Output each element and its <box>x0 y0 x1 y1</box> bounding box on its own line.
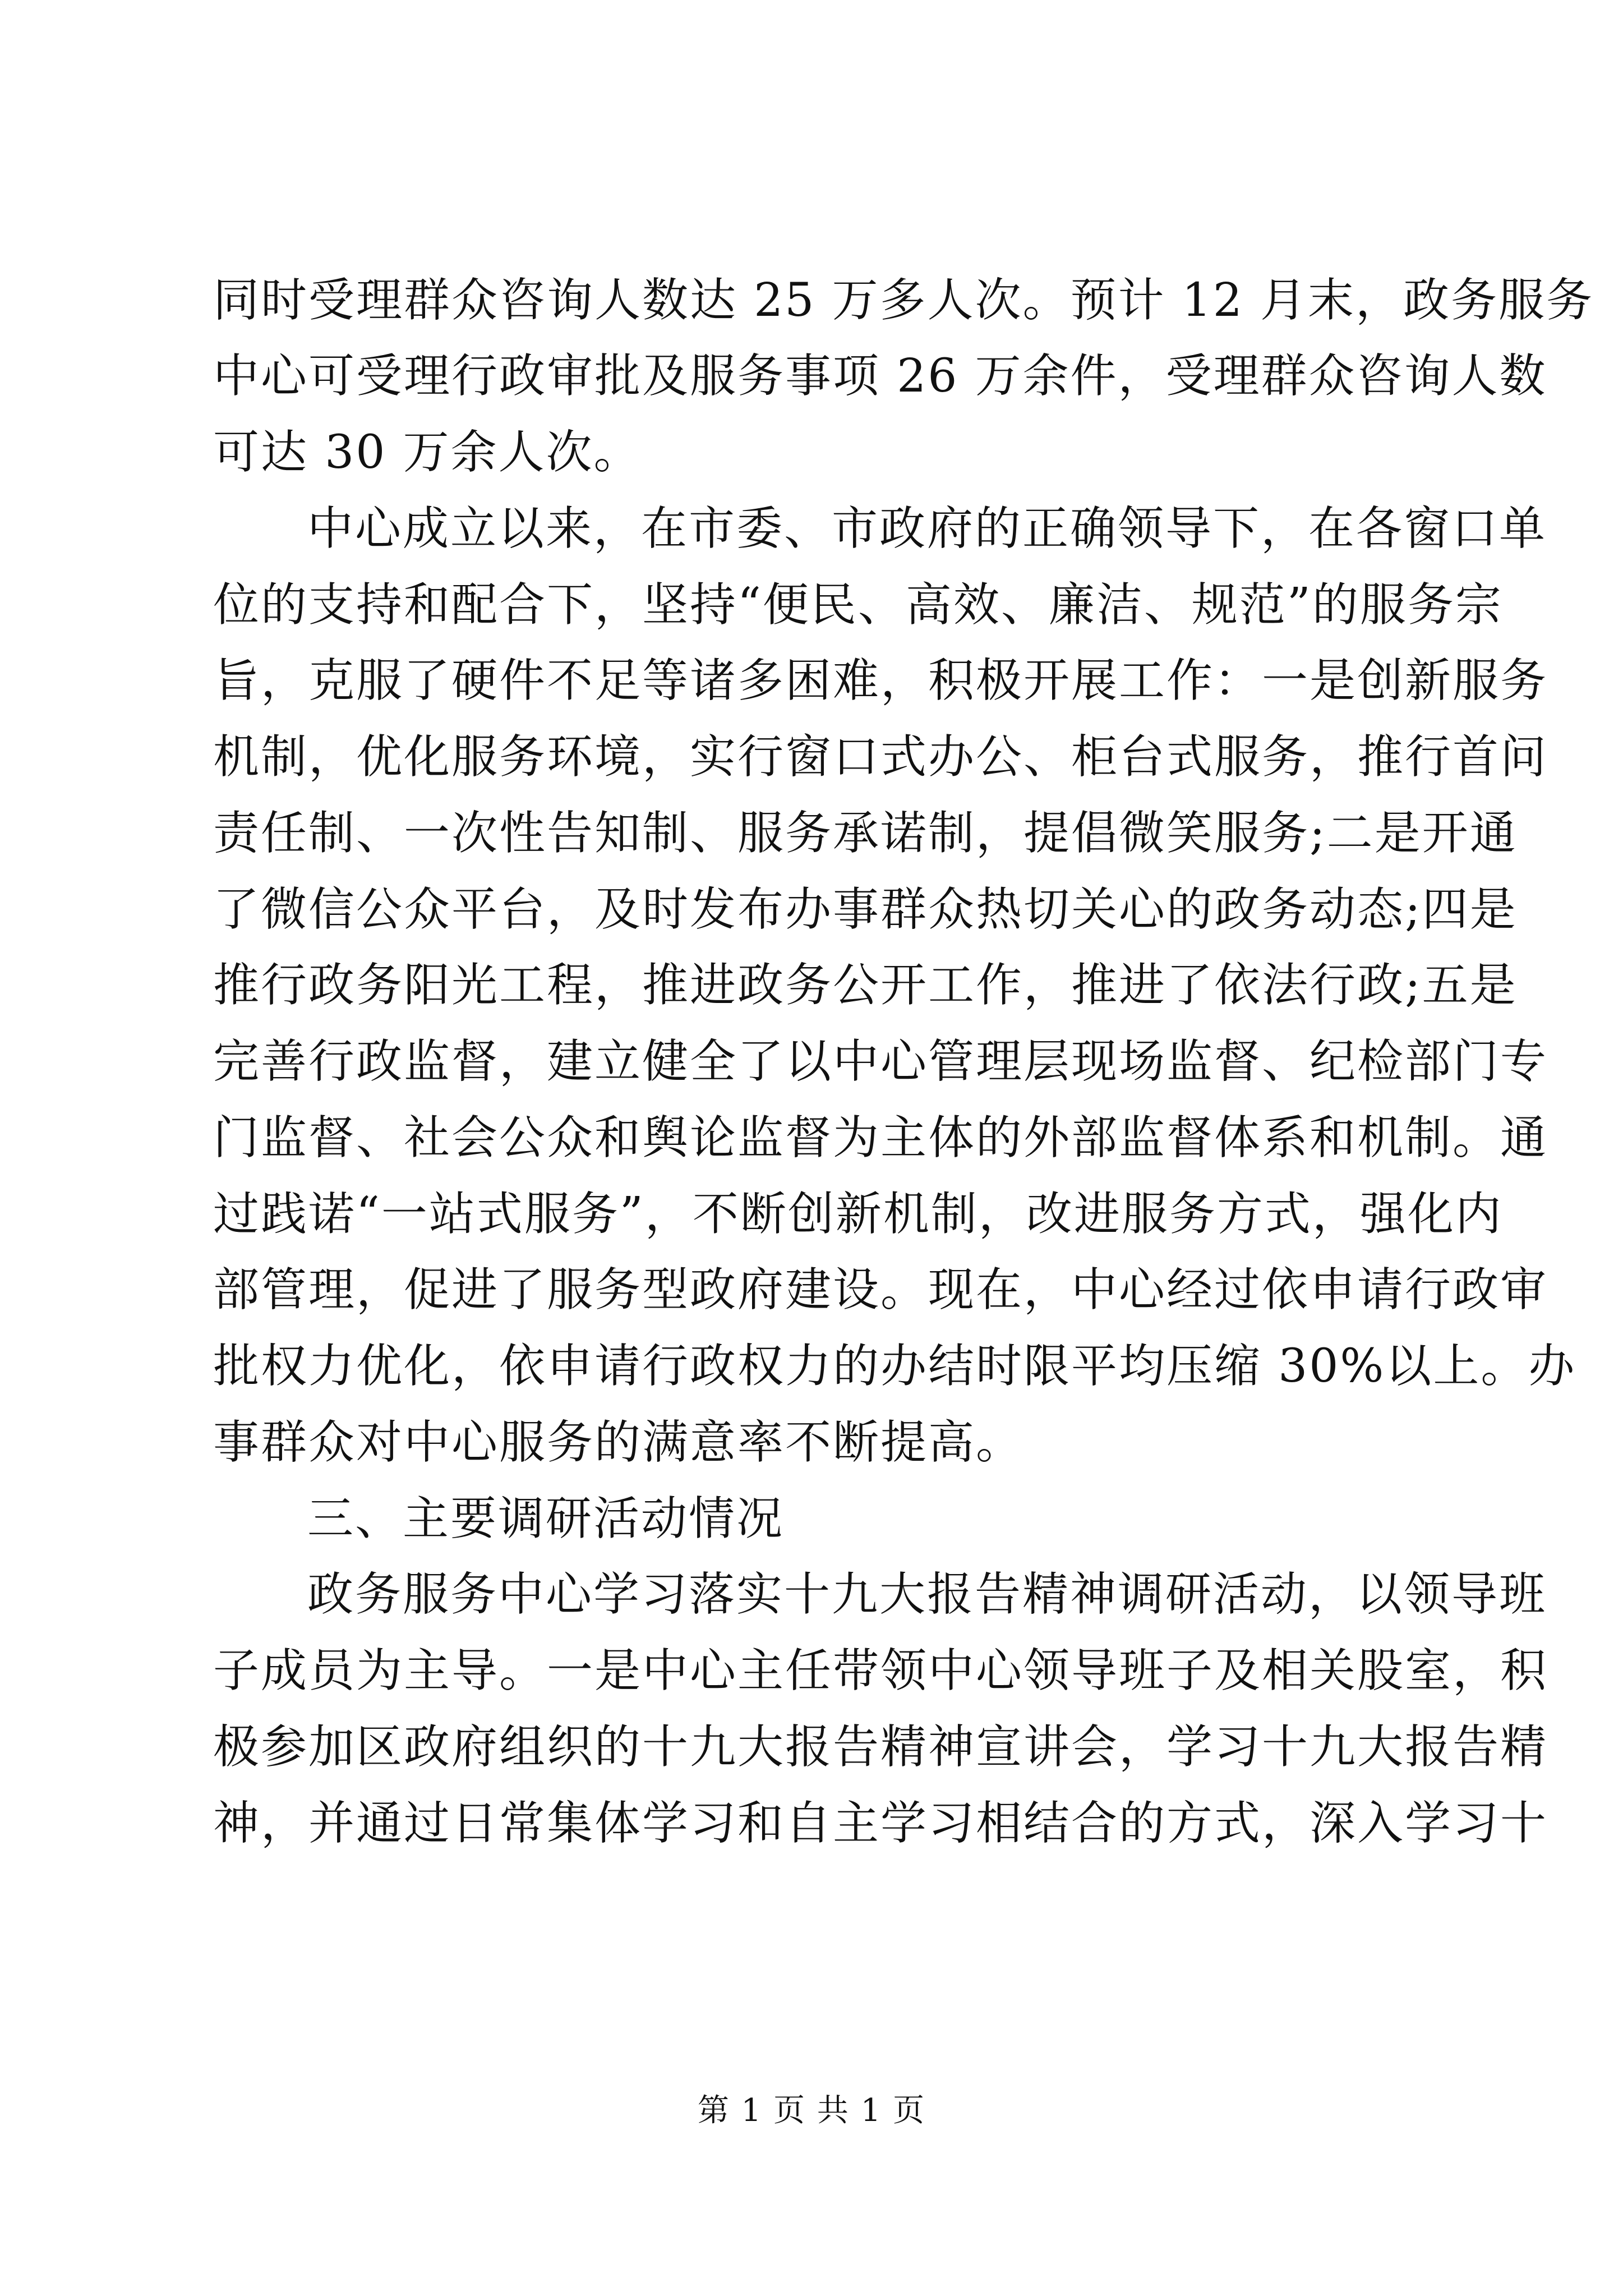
text-line: 同时受理群众咨询人数达 25 万多人次。预计 12 月末，政务服务 <box>213 274 1594 327</box>
text-line: 中心成立以来，在市委、市政府的正确领导下，在各窗口单 <box>307 502 1547 555</box>
text-line: 推行政务阳光工程，推进政务公开工作，推进了依法行政;五是 <box>213 959 1518 1012</box>
text-line: 旨，克服了硬件不足等诸多困难，积极开展工作：一是创新服务 <box>213 654 1548 707</box>
text-line: 子成员为主导。一是中心主任带领中心领导班子及相关股室，积 <box>213 1644 1548 1697</box>
text-line: 可达 30 万余人次。 <box>213 426 642 479</box>
text-line: 事群众对中心服务的满意率不断提高。 <box>213 1416 1024 1469</box>
page-footer: 第 1 页 共 1 页 <box>697 2092 926 2129</box>
text-line: 位的支持和配合下，坚持“便民、高效、廉洁、规范”的服务宗 <box>213 578 1503 632</box>
text-line: 政务服务中心学习落实十九大报告精神调研活动，以领导班 <box>307 1568 1547 1621</box>
text-line: 门监督、社会公众和舆论监督为主体的外部监督体系和机制。通 <box>213 1111 1548 1165</box>
section-heading: 三、主要调研活动情况 <box>307 1492 785 1545</box>
text-line: 责任制、一次性告知制、服务承诺制，提倡微笑服务;二是开通 <box>213 807 1518 860</box>
text-line: 批权力优化，依申请行政权力的办结时限平均压缩 30%以上。办 <box>213 1340 1576 1393</box>
text-line: 中心可受理行政审批及服务事项 26 万余件，受理群众咨询人数 <box>213 349 1547 403</box>
text-line: 了微信公众平台，及时发布办事群众热切关心的政务动态;四是 <box>213 883 1518 936</box>
text-line: 过践诺“一站式服务”，不断创新机制，改进服务方式，强化内 <box>213 1188 1503 1241</box>
text-line: 神，并通过日常集体学习和自主学习相结合的方式，深入学习十 <box>213 1797 1548 1850</box>
text-line: 极参加区政府组织的十九大报告精神宣讲会，学习十九大报告精 <box>213 1720 1548 1774</box>
text-line: 机制，优化服务环境，实行窗口式办公、柜台式服务，推行首问 <box>213 730 1548 784</box>
text-line: 部管理，促进了服务型政府建设。现在，中心经过依申请行政审 <box>213 1263 1548 1317</box>
text-line: 完善行政监督，建立健全了以中心管理层现场监督、纪检部门专 <box>213 1035 1548 1088</box>
